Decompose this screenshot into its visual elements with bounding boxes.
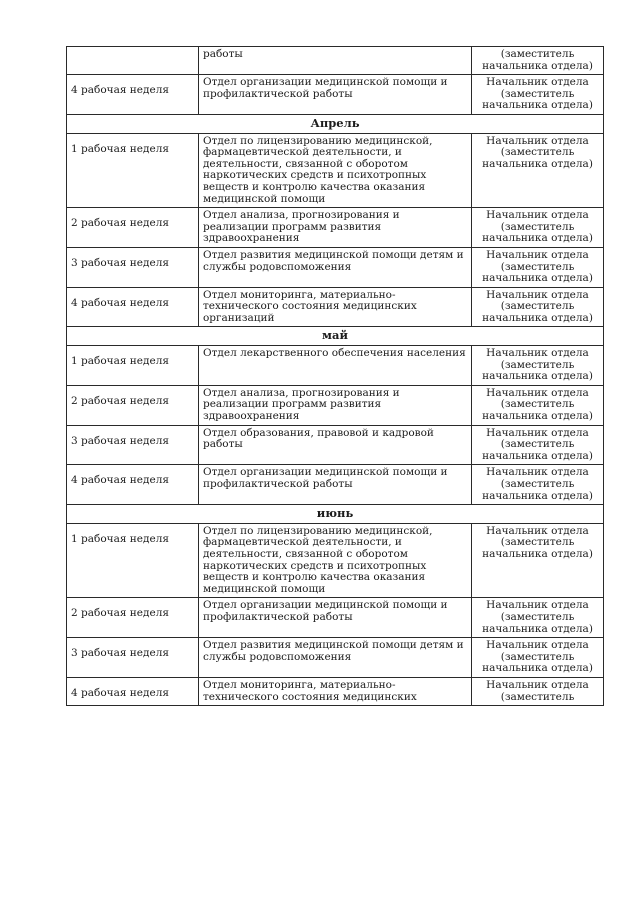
month-title: июнь bbox=[67, 505, 604, 524]
department-cell: Отдел анализа, прогнозирования и реализации программ развития здравоохранения bbox=[198, 385, 471, 425]
department-cell: Отдел организации медицинской помощи и профилактической работы bbox=[198, 598, 471, 638]
month-header-row bbox=[67, 505, 604, 524]
schedule-table-wrapper bbox=[66, 46, 604, 706]
responsible-cell: Начальник отдела (заместитель начальника отдела) bbox=[472, 208, 604, 248]
month-header-row bbox=[67, 114, 604, 133]
department-cell: Отдел развития медицинской помощи детям и службы родовспоможения bbox=[198, 638, 471, 678]
schedule-row bbox=[67, 247, 604, 287]
department-cell: Отдел образования, правовой и кадровой работы bbox=[198, 425, 471, 465]
department-cell: Отдел по лицензированию медицинской, фармацевтической деятельности, и деятельности, связанной с оборотом наркотических средств и психотропных веществ и контролю качества оказания медицинской помощи bbox=[198, 523, 471, 598]
week-cell: 4 рабочая неделя bbox=[67, 287, 199, 327]
department-cell: Отдел анализа, прогнозирования и реализации программ развития здравоохранения bbox=[198, 208, 471, 248]
responsible-cell: (заместитель начальника отдела) bbox=[472, 47, 604, 75]
responsible-cell: Начальник отдела (заместитель начальника отдела) bbox=[472, 385, 604, 425]
week-cell: 1 рабочая неделя bbox=[67, 346, 199, 386]
week-cell: 2 рабочая неделя bbox=[67, 598, 199, 638]
department-cell: Отдел мониторинга, материально-технического состояния медицинских bbox=[198, 677, 471, 705]
schedule-row bbox=[67, 75, 604, 115]
schedule-row bbox=[67, 598, 604, 638]
week-cell: 1 рабочая неделя bbox=[67, 523, 199, 598]
schedule-row bbox=[67, 677, 604, 705]
responsible-cell: Начальник отдела (заместитель начальника отдела) bbox=[472, 287, 604, 327]
responsible-cell: Начальник отдела (заместитель начальника отдела) bbox=[472, 598, 604, 638]
week-cell: 4 рабочая неделя bbox=[67, 677, 199, 705]
schedule-row bbox=[67, 638, 604, 678]
schedule-row bbox=[67, 465, 604, 505]
week-cell: 2 рабочая неделя bbox=[67, 208, 199, 248]
schedule-row bbox=[67, 208, 604, 248]
responsible-cell: Начальник отдела (заместитель начальника отдела) bbox=[472, 346, 604, 386]
schedule-row bbox=[67, 47, 604, 75]
department-cell: Отдел организации медицинской помощи и профилактической работы bbox=[198, 465, 471, 505]
schedule-row bbox=[67, 425, 604, 465]
schedule-row bbox=[67, 385, 604, 425]
month-title: май bbox=[67, 327, 604, 346]
responsible-cell: Начальник отдела (заместитель начальника отдела) bbox=[472, 75, 604, 115]
department-cell: работы bbox=[198, 47, 471, 75]
schedule-row bbox=[67, 287, 604, 327]
department-cell: Отдел развития медицинской помощи детям и службы родовспоможения bbox=[198, 247, 471, 287]
week-cell: 3 рабочая неделя bbox=[67, 247, 199, 287]
department-cell: Отдел по лицензированию медицинской, фармацевтической деятельности, и деятельности, связанной с оборотом наркотических средств и психотропных веществ и контролю качества оказания медицинской помощи bbox=[198, 133, 471, 208]
schedule-table-body bbox=[67, 47, 604, 706]
department-cell: Отдел мониторинга, материально-технического состояния медицинских организаций bbox=[198, 287, 471, 327]
responsible-cell: Начальник отдела (заместитель начальника отдела) bbox=[472, 247, 604, 287]
week-cell: 4 рабочая неделя bbox=[67, 75, 199, 115]
responsible-cell: Начальник отдела (заместитель bbox=[472, 677, 604, 705]
department-cell: Отдел организации медицинской помощи и профилактической работы bbox=[198, 75, 471, 115]
responsible-cell: Начальник отдела (заместитель начальника отдела) bbox=[472, 523, 604, 598]
responsible-cell: Начальник отдела (заместитель начальника отдела) bbox=[472, 425, 604, 465]
month-title: Апрель bbox=[67, 114, 604, 133]
week-cell bbox=[67, 47, 199, 75]
week-cell: 3 рабочая неделя bbox=[67, 638, 199, 678]
schedule-row bbox=[67, 133, 604, 208]
schedule-row bbox=[67, 346, 604, 386]
responsible-cell: Начальник отдела (заместитель начальника отдела) bbox=[472, 133, 604, 208]
month-header-row bbox=[67, 327, 604, 346]
schedule-row bbox=[67, 523, 604, 598]
week-cell: 4 рабочая неделя bbox=[67, 465, 199, 505]
responsible-cell: Начальник отдела (заместитель начальника отдела) bbox=[472, 638, 604, 678]
week-cell: 2 рабочая неделя bbox=[67, 385, 199, 425]
responsible-cell: Начальник отдела (заместитель начальника отдела) bbox=[472, 465, 604, 505]
week-cell: 1 рабочая неделя bbox=[67, 133, 199, 208]
week-cell: 3 рабочая неделя bbox=[67, 425, 199, 465]
department-cell: Отдел лекарственного обеспечения населения bbox=[198, 346, 471, 386]
schedule-table bbox=[66, 46, 604, 706]
